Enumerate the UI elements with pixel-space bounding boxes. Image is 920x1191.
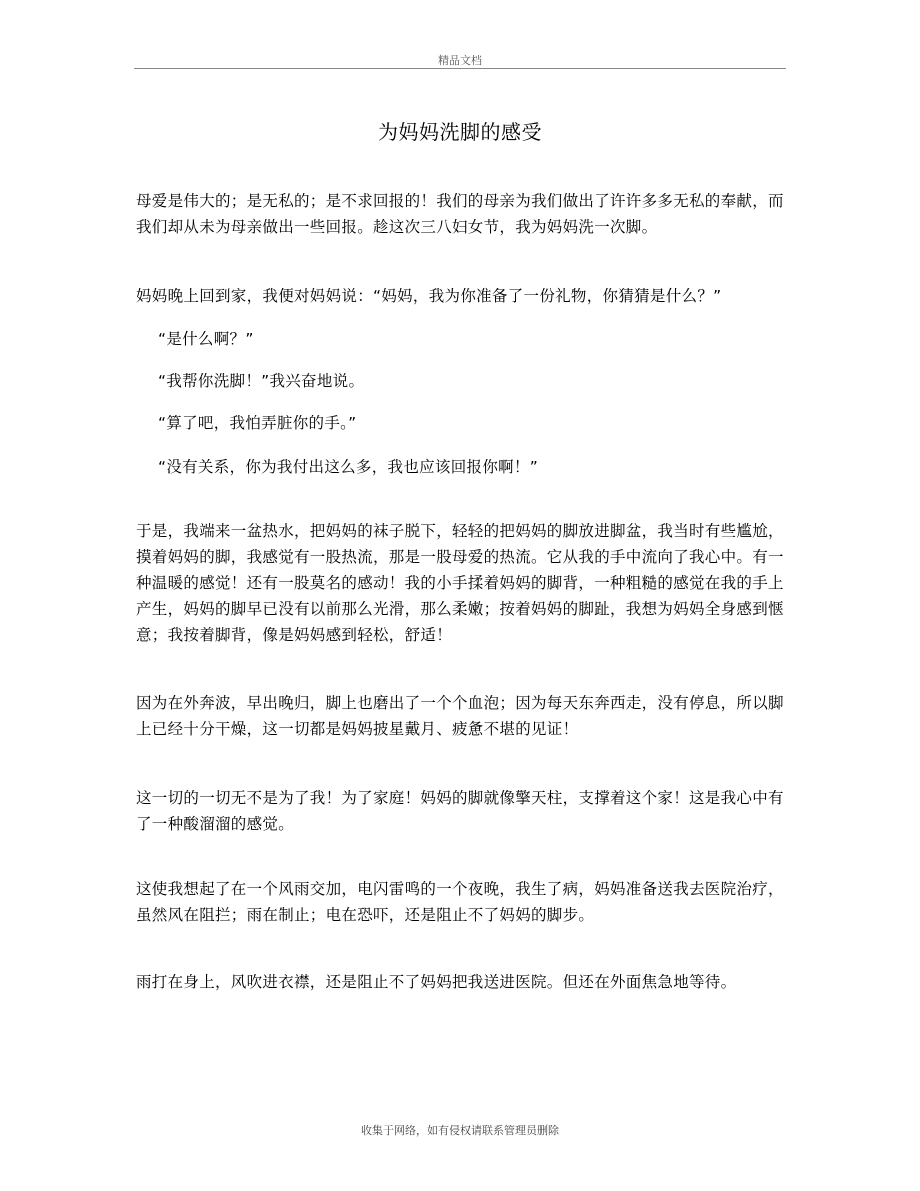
header-divider [134,68,786,69]
body-paragraph: 这使我想起了在一个风雨交加，电闪雷鸣的一个夜晚，我生了病，妈妈准备送我去医院治疗，虽然风在阻拦；雨在制止；电在恐吓，还是阻止不了妈妈的脚步。 [136,880,784,924]
document-title: 为妈妈洗脚的感受 [378,120,542,144]
body-paragraph: 因为在外奔波，早出晚归，脚上也磨出了一个个血泡；因为每天东奔西走，没有停息，所以脚上已经十分干燥，这一切都是妈妈披星戴月、疲惫不堪的见证！ [136,694,784,738]
body-paragraph: 雨打在身上，风吹进衣襟，还是阻止不了妈妈把我送进医院。但还在外面焦急地等待。 [136,973,737,991]
dialogue-quote: “是什么啊？” [158,330,254,348]
dialogue-quote: “没有关系，你为我付出这么多，我也应该回报你啊！” [158,458,539,476]
header-label: 精品文档 [438,54,482,67]
intro-paragraph: 母爱是伟大的；是无私的；是不求回报的！我们的母亲为我们做出了许许多多无私的奉献，而我们却从未为母亲做出一些回报。趁这次三八妇女节，我为妈妈洗一次脚。 [136,192,784,236]
body-paragraph: 于是，我端来一盆热水，把妈妈的袜子脱下，轻轻的把妈妈的脚放进脚盆，我当时有些尴尬，摸着妈妈的脚，我感觉有一股热流，那是一股母爱的热流。它从我的手中流向了我心中。有一种温暖的感觉！还有一股莫名的感动！我的小手揉着妈妈的脚背，一种粗糙的感觉在我的手上产生，妈妈的脚早已没有以前那么光滑，那么柔嫩；按着妈妈的脚趾，我想为妈妈全身感到惬意；我按着脚背，像是妈妈感到轻松，舒适！ [136,522,784,644]
dialogue-quote: “算了吧，我怕弄脏你的手。” [158,414,357,432]
dialogue-quote: “我帮你洗脚！”我兴奋地说。 [158,372,365,390]
page-footer: 收集于网络，如有侵权请联系管理员删除 [361,1124,559,1137]
body-paragraph: 这一切的一切无不是为了我！为了家庭！妈妈的脚就像擎天柱，支撑着这个家！这是我心中有了一种酸溜溜的感觉。 [136,789,784,833]
dialogue-opening-paragraph: 妈妈晚上回到家，我便对妈妈说：“妈妈，我为你准备了一份礼物，你猜猜是什么？” [136,287,722,305]
